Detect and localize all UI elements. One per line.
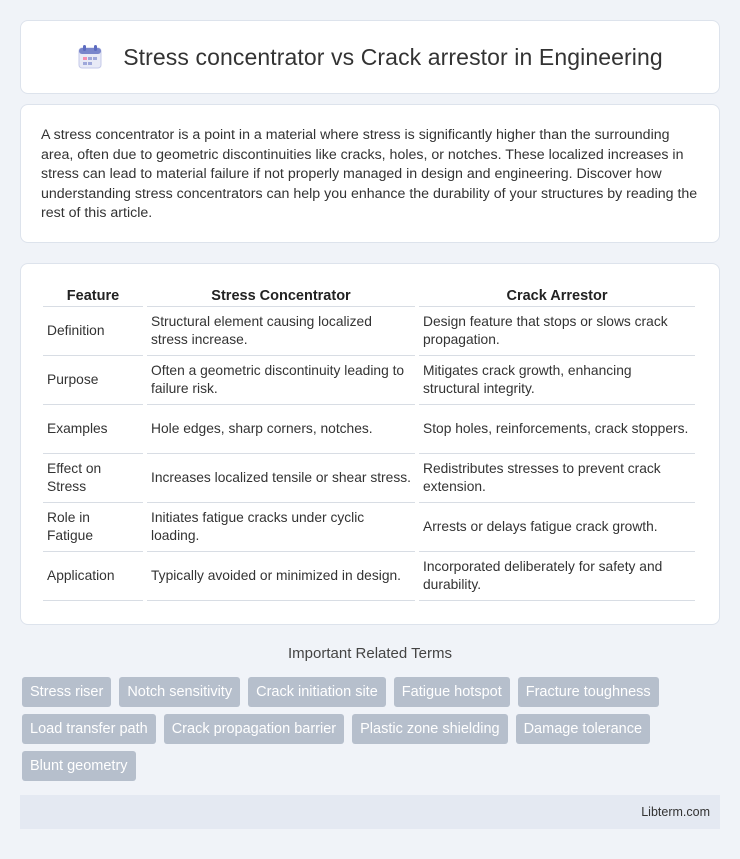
tag-crack-initiation-site[interactable]: Crack initiation site: [248, 677, 386, 707]
row-crack-arrestor: Arrests or delays fatigue crack growth.: [419, 503, 695, 552]
related-terms-list: [22, 677, 722, 781]
footer-site-link[interactable]: Libterm.com: [641, 805, 710, 819]
row-stress-concentrator: Typically avoided or minimized in design.: [147, 552, 415, 601]
table-row: [43, 356, 695, 405]
tag-fracture-toughness[interactable]: Fracture toughness: [518, 677, 659, 707]
related-terms-title: Important Related Terms: [288, 645, 452, 662]
row-stress-concentrator: Increases localized tensile or shear stress.: [147, 454, 415, 503]
table-row: [43, 503, 695, 552]
row-feature: Definition: [43, 307, 143, 356]
tag-damage-tolerance[interactable]: Damage tolerance: [516, 714, 651, 744]
title-card: [20, 20, 720, 94]
row-feature: Purpose: [43, 356, 143, 405]
intro-card: [20, 104, 720, 243]
table-row: [43, 454, 695, 503]
row-crack-arrestor: Incorporated deliberately for safety and durability.: [419, 552, 695, 601]
table-row: [43, 405, 695, 454]
tag-stress-riser[interactable]: Stress riser: [22, 677, 111, 707]
row-stress-concentrator: Initiates fatigue cracks under cyclic loading.: [147, 503, 415, 552]
tag-plastic-zone-shielding[interactable]: Plastic zone shielding: [352, 714, 507, 744]
comparison-table: [39, 286, 699, 601]
tag-crack-propagation-barrier[interactable]: Crack propagation barrier: [164, 714, 344, 744]
table-header-row: [43, 286, 695, 307]
row-crack-arrestor: Stop holes, reinforcements, crack stoppers.: [419, 405, 695, 454]
row-stress-concentrator: Structural element causing localized stress increase.: [147, 307, 415, 356]
header-stress-concentrator: Stress Concentrator: [147, 286, 415, 307]
header-crack-arrestor: Crack Arrestor: [419, 286, 695, 307]
row-feature: Role in Fatigue: [43, 503, 143, 552]
row-crack-arrestor: Mitigates crack growth, enhancing structural integrity.: [419, 356, 695, 405]
row-crack-arrestor: Design feature that stops or slows crack propagation.: [419, 307, 695, 356]
footer: [20, 795, 720, 829]
tag-blunt-geometry[interactable]: Blunt geometry: [22, 751, 136, 781]
row-feature: Application: [43, 552, 143, 601]
header-feature: Feature: [43, 286, 143, 307]
table-row: [43, 307, 695, 356]
comparison-card: [20, 263, 720, 625]
page-title: Stress concentrator vs Crack arrestor in Engineering: [123, 43, 663, 70]
row-crack-arrestor: Redistributes stresses to prevent crack extension.: [419, 454, 695, 503]
tag-notch-sensitivity[interactable]: Notch sensitivity: [119, 677, 240, 707]
row-stress-concentrator: Often a geometric discontinuity leading to failure risk.: [147, 356, 415, 405]
row-stress-concentrator: Hole edges, sharp corners, notches.: [147, 405, 415, 454]
calendar-icon: [77, 44, 103, 70]
row-feature: Examples: [43, 405, 143, 454]
row-feature: Effect on Stress: [43, 454, 143, 503]
tag-load-transfer-path[interactable]: Load transfer path: [22, 714, 156, 744]
tag-fatigue-hotspot[interactable]: Fatigue hotspot: [394, 677, 510, 707]
table-row: [43, 552, 695, 601]
intro-text: A stress concentrator is a point in a material where stress is significantly higher than the surrounding area, often due to geometric discontinuities like cracks, holes, or notches. These localized increases in stress can lead to material failure if not properly managed in design and engineering. Discover how understanding stress concentrators can help you enhance the durability of your structures by reading the rest of this article.: [41, 127, 698, 222]
